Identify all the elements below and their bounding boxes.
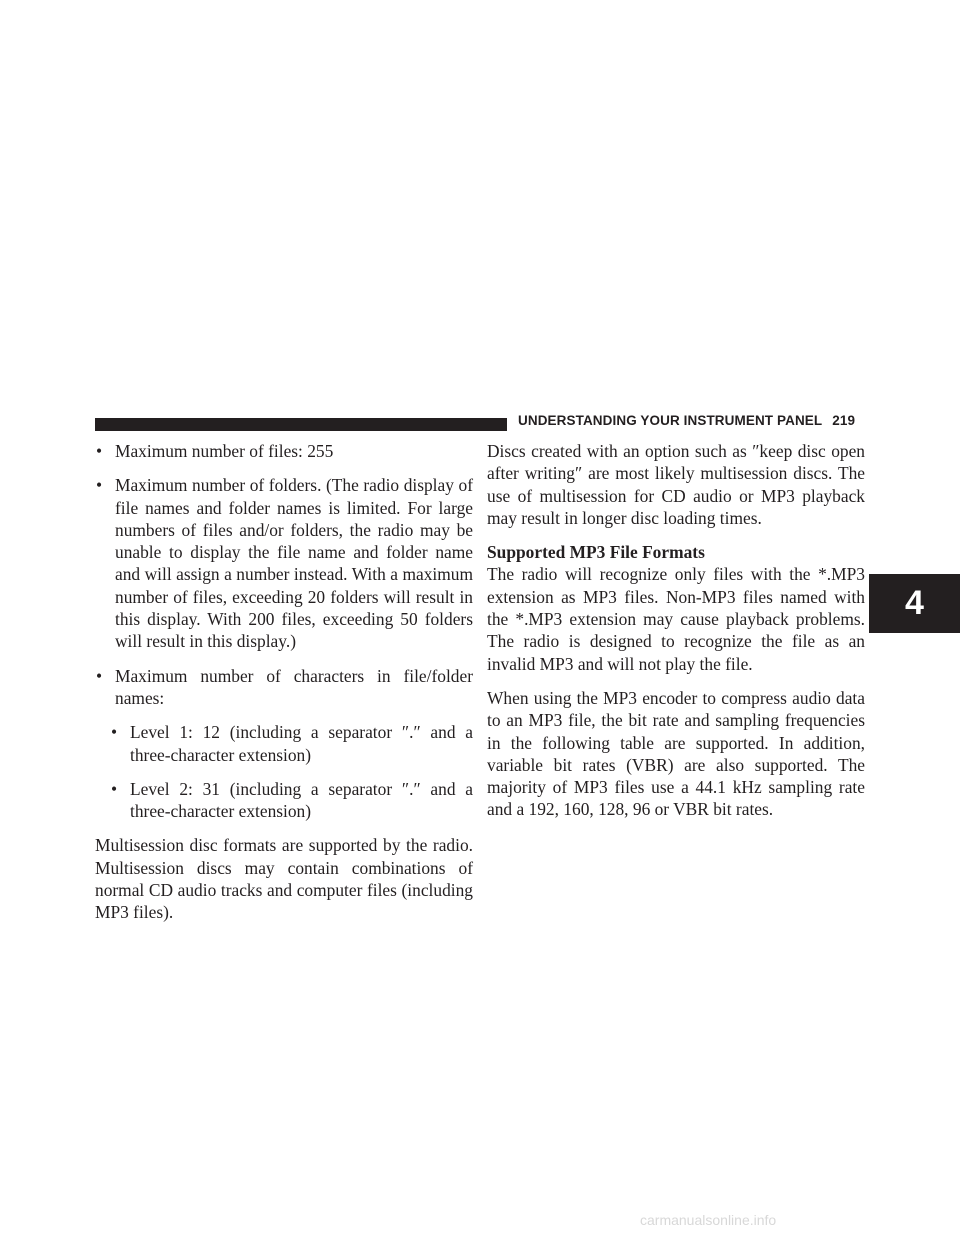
section-subheading: Supported MP3 File Formats: [487, 542, 705, 563]
right-column: [487, 440, 865, 833]
bullet-icon: •: [111, 778, 118, 799]
chapter-tab: 4: [869, 574, 960, 633]
page-number: 219: [832, 413, 856, 428]
bullet-icon: •: [111, 722, 118, 743]
multisession-paragraph: Multisession disc formats are supported by the radio. Multisession discs may contain combinations of normal CD audio tracks and computer files (including MP3 files).: [95, 835, 473, 923]
list-item: [95, 440, 473, 462]
header-rule: [95, 418, 507, 431]
sub-list-item-text: Level 1: 12 (including a separator ″.″ and a three-character extension): [130, 722, 473, 765]
list-item: [95, 474, 473, 652]
list-item: [95, 665, 473, 710]
bullet-icon: •: [96, 665, 103, 686]
list-item-text: Maximum number of characters in file/folder names:: [115, 665, 473, 708]
bullet-icon: •: [96, 475, 103, 496]
mp3-extension-paragraph: The radio will recognize only files with the *.MP3 extension as MP3 files. Non-MP3 files named with the *.MP3 extension may cause playback problems. The radio is designed to recognize the file as an invalid MP3 and will not play the file.: [487, 564, 865, 674]
list-item-text: Maximum number of folders. (The radio display of file names and folder names is limited. For large numbers of files and/or folders, the radio may be unable to display the file name and folder name and will assign a number instead. With a maximum number of files, exceeding 20 folders will result in this display. With 200 files, exceeding 50 folders will result in this display.): [115, 475, 473, 652]
watermark-footer: carmanualsonline.info: [640, 1212, 777, 1228]
left-column: [95, 440, 473, 936]
list-item-text: Maximum number of files: 255: [115, 441, 334, 461]
bullet-icon: •: [96, 441, 103, 461]
section-title: UNDERSTANDING YOUR INSTRUMENT PANEL: [518, 413, 823, 428]
mp3-encoder-paragraph: When using the MP3 encoder to compress audio data to an MP3 file, the bit rate and sampling frequencies in the following table are supported. In addition, variable bit rates (VBR) are also supported. The majority of MP3 files use a 44.1 kHz sampling rate and a 192, 160, 128, 96 or VBR bit rates.: [487, 687, 865, 820]
multisession-note-paragraph: Discs created with an option such as ″keep disc open after writing″ are most likely multisession discs. The use of multisession for CD audio or MP3 playback may result in longer disc loading times.: [487, 441, 865, 528]
running-header: [518, 413, 855, 428]
sub-list-item: [110, 721, 473, 766]
sub-list-item: [110, 778, 473, 823]
sub-list-item-text: Level 2: 31 (including a separator ″.″ and a three-character extension): [130, 778, 473, 822]
